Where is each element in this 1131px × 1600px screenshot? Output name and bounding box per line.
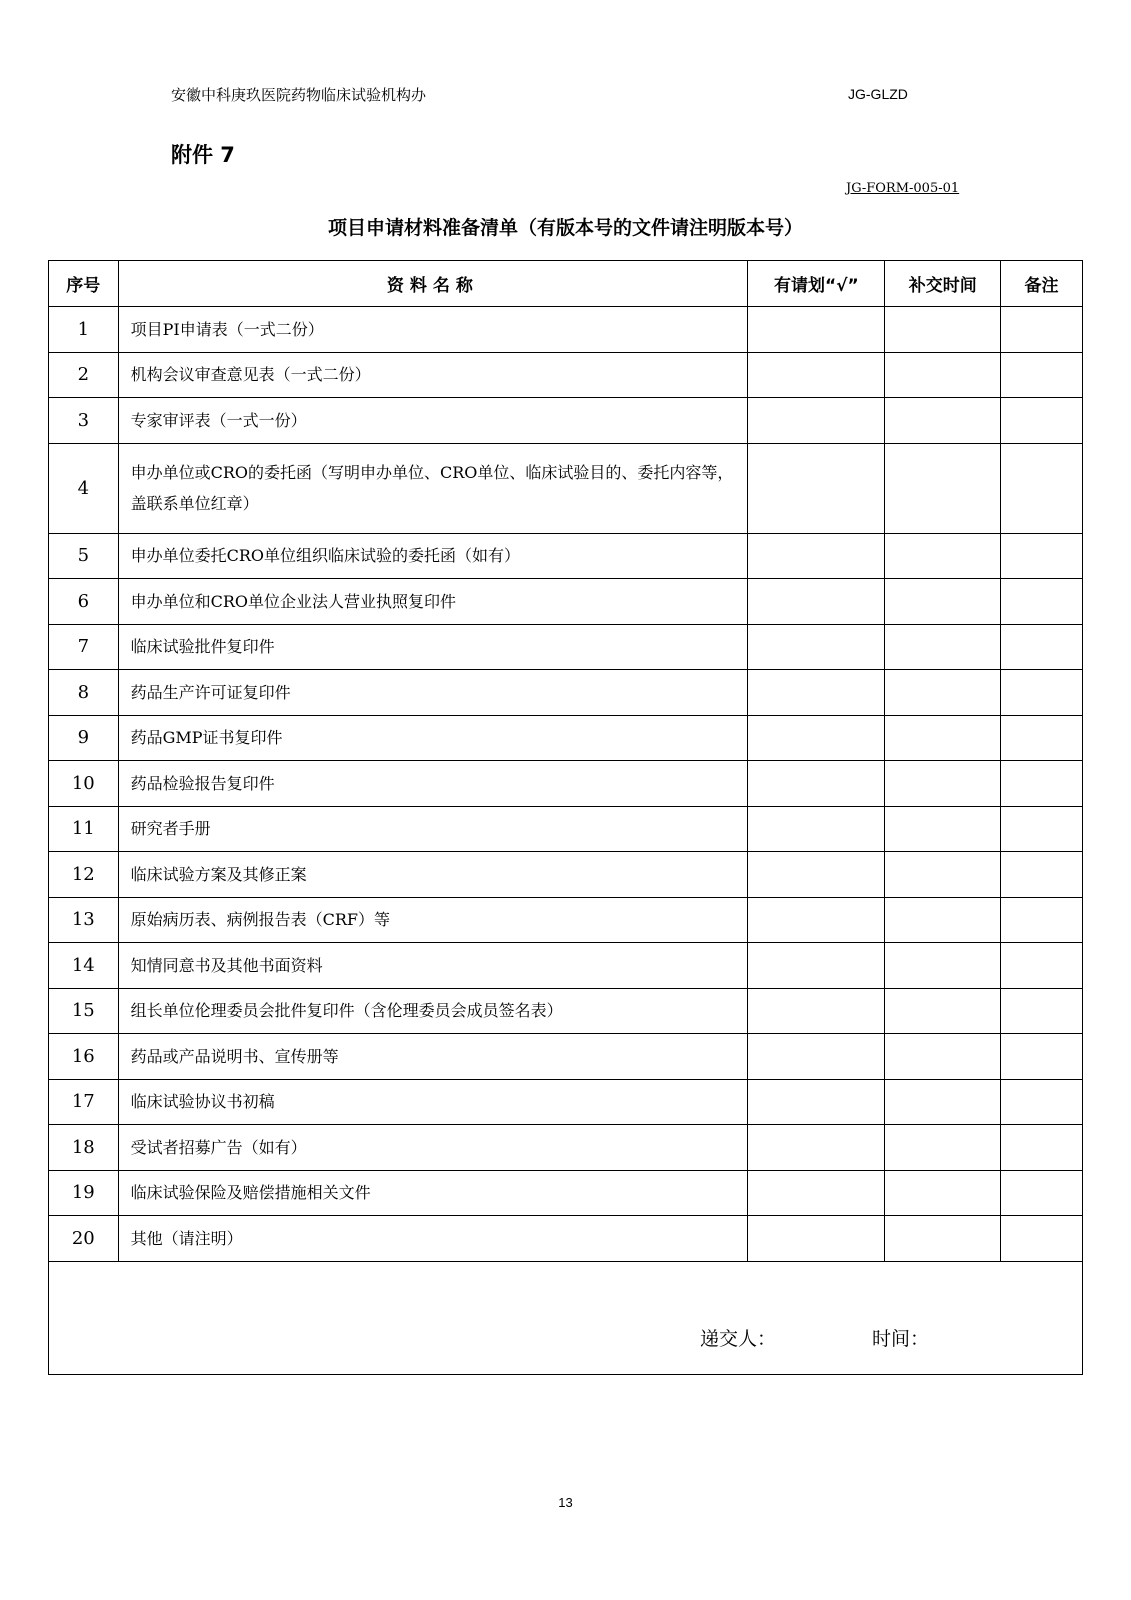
row-material-name: 药品生产许可证复印件	[118, 670, 748, 716]
row-seq: 20	[49, 1216, 119, 1262]
row-check-cell[interactable]	[748, 352, 885, 398]
table-row	[49, 670, 1083, 716]
row-check-cell[interactable]	[748, 852, 885, 898]
row-supplement-time-cell[interactable]	[885, 1125, 1001, 1171]
row-supplement-time-cell[interactable]	[885, 943, 1001, 989]
row-material-name: 机构会议审查意见表（一式二份）	[118, 352, 748, 398]
row-seq: 6	[49, 579, 119, 625]
page-title: 项目申请材料准备清单（有版本号的文件请注明版本号）	[327, 217, 803, 239]
row-seq: 1	[49, 307, 119, 353]
row-seq: 17	[49, 1079, 119, 1125]
row-material-name: 临床试验保险及赔偿措施相关文件	[118, 1170, 748, 1216]
row-check-cell[interactable]	[748, 1125, 885, 1171]
row-supplement-time-cell[interactable]	[885, 897, 1001, 943]
attachment-label: 附件 7	[171, 143, 235, 167]
form-code: JG-FORM-005-01	[846, 181, 960, 196]
table-row	[49, 761, 1083, 807]
row-remarks-cell[interactable]	[1001, 533, 1083, 579]
row-check-cell[interactable]	[748, 806, 885, 852]
header-check: 有请划“√”	[748, 261, 885, 307]
row-remarks-cell[interactable]	[1001, 1034, 1083, 1080]
table-row	[49, 443, 1083, 533]
row-seq: 13	[49, 897, 119, 943]
row-material-name: 药品GMP证书复印件	[118, 715, 748, 761]
row-check-cell[interactable]	[748, 670, 885, 716]
table-row	[49, 988, 1083, 1034]
row-seq: 3	[49, 398, 119, 444]
row-material-name: 药品或产品说明书、宣传册等	[118, 1034, 748, 1080]
row-remarks-cell[interactable]	[1001, 624, 1083, 670]
row-supplement-time-cell[interactable]	[885, 715, 1001, 761]
header-seq: 序号	[49, 261, 119, 307]
row-supplement-time-cell[interactable]	[885, 1170, 1001, 1216]
row-seq: 8	[49, 670, 119, 716]
row-supplement-time-cell[interactable]	[885, 1079, 1001, 1125]
row-material-name: 其他（请注明）	[118, 1216, 748, 1262]
row-supplement-time-cell[interactable]	[885, 761, 1001, 807]
row-material-name: 临床试验方案及其修正案	[118, 852, 748, 898]
row-check-cell[interactable]	[748, 1034, 885, 1080]
row-remarks-cell[interactable]	[1001, 1216, 1083, 1262]
row-check-cell[interactable]	[748, 624, 885, 670]
row-seq: 11	[49, 806, 119, 852]
row-seq: 12	[49, 852, 119, 898]
row-material-name: 申办单位委托CRO单位组织临床试验的委托函（如有）	[118, 533, 748, 579]
table-row	[49, 398, 1083, 444]
row-supplement-time-cell[interactable]	[885, 806, 1001, 852]
row-supplement-time-cell[interactable]	[885, 1216, 1001, 1262]
row-remarks-cell[interactable]	[1001, 443, 1083, 533]
table-row	[49, 715, 1083, 761]
row-check-cell[interactable]	[748, 398, 885, 444]
row-material-name: 受试者招募广告（如有）	[118, 1125, 748, 1171]
row-material-name: 原始病历表、病例报告表（CRF）等	[118, 897, 748, 943]
row-remarks-cell[interactable]	[1001, 307, 1083, 353]
row-material-name: 申办单位或CRO的委托函（写明申办单位、CRO单位、临床试验目的、委托内容等，盖联系单位红章）	[118, 443, 748, 533]
row-check-cell[interactable]	[748, 1079, 885, 1125]
signature-row	[49, 1261, 1083, 1374]
row-seq: 18	[49, 1125, 119, 1171]
row-seq: 10	[49, 761, 119, 807]
table-row	[49, 1034, 1083, 1080]
table-row	[49, 1079, 1083, 1125]
table-row	[49, 1125, 1083, 1171]
row-supplement-time-cell[interactable]	[885, 852, 1001, 898]
row-supplement-time-cell[interactable]	[885, 988, 1001, 1034]
row-material-name: 知情同意书及其他书面资料	[118, 943, 748, 989]
table-row	[49, 1170, 1083, 1216]
row-material-name: 申办单位和CRO单位企业法人营业执照复印件	[118, 579, 748, 625]
row-material-name: 临床试验批件复印件	[118, 624, 748, 670]
header-supplement-time: 补交时间	[885, 261, 1001, 307]
row-supplement-time-cell[interactable]	[885, 533, 1001, 579]
row-supplement-time-cell[interactable]	[885, 398, 1001, 444]
row-seq: 7	[49, 624, 119, 670]
table-row	[49, 852, 1083, 898]
row-remarks-cell[interactable]	[1001, 897, 1083, 943]
row-material-name: 专家审评表（一式一份）	[118, 398, 748, 444]
row-remarks-cell[interactable]	[1001, 352, 1083, 398]
header-name: 资料名称	[118, 261, 748, 307]
row-seq: 14	[49, 943, 119, 989]
table-row	[49, 352, 1083, 398]
materials-checklist-table	[48, 260, 1083, 1375]
table-row	[49, 307, 1083, 353]
time-label: 时间：	[872, 1327, 930, 1350]
row-remarks-cell[interactable]	[1001, 852, 1083, 898]
table-row	[49, 533, 1083, 579]
row-remarks-cell[interactable]	[1001, 715, 1083, 761]
row-remarks-cell[interactable]	[1001, 1125, 1083, 1171]
row-check-cell[interactable]	[748, 988, 885, 1034]
row-remarks-cell[interactable]	[1001, 1079, 1083, 1125]
row-check-cell[interactable]	[748, 533, 885, 579]
row-remarks-cell[interactable]	[1001, 579, 1083, 625]
row-seq: 16	[49, 1034, 119, 1080]
row-seq: 4	[49, 443, 119, 533]
doc-code: JG-GLZD	[848, 86, 908, 102]
table-row	[49, 897, 1083, 943]
table-header-row	[49, 261, 1083, 307]
row-check-cell[interactable]	[748, 443, 885, 533]
page-number: 13	[558, 1495, 573, 1510]
row-supplement-time-cell[interactable]	[885, 307, 1001, 353]
row-supplement-time-cell[interactable]	[885, 579, 1001, 625]
table-row	[49, 624, 1083, 670]
row-remarks-cell[interactable]	[1001, 761, 1083, 807]
row-check-cell[interactable]	[748, 897, 885, 943]
row-check-cell[interactable]	[748, 715, 885, 761]
row-remarks-cell[interactable]	[1001, 988, 1083, 1034]
row-supplement-time-cell[interactable]	[885, 624, 1001, 670]
row-remarks-cell[interactable]	[1001, 806, 1083, 852]
row-remarks-cell[interactable]	[1001, 670, 1083, 716]
signature-cell	[49, 1261, 1083, 1374]
row-seq: 15	[49, 988, 119, 1034]
row-check-cell[interactable]	[748, 761, 885, 807]
row-check-cell[interactable]	[748, 579, 885, 625]
row-check-cell[interactable]	[748, 307, 885, 353]
row-material-name: 药品检验报告复印件	[118, 761, 748, 807]
row-seq: 2	[49, 352, 119, 398]
row-remarks-cell[interactable]	[1001, 1170, 1083, 1216]
row-material-name: 研究者手册	[118, 806, 748, 852]
row-check-cell[interactable]	[748, 1170, 885, 1216]
table-row	[49, 579, 1083, 625]
institution-name: 安徽中科庚玖医院药物临床试验机构办	[171, 86, 427, 104]
row-supplement-time-cell[interactable]	[885, 443, 1001, 533]
row-material-name: 临床试验协议书初稿	[118, 1079, 748, 1125]
row-seq: 5	[49, 533, 119, 579]
row-remarks-cell[interactable]	[1001, 943, 1083, 989]
table-row	[49, 1216, 1083, 1262]
table-row	[49, 806, 1083, 852]
row-check-cell[interactable]	[748, 943, 885, 989]
table-row	[49, 943, 1083, 989]
row-supplement-time-cell[interactable]	[885, 352, 1001, 398]
row-material-name: 项目PI申请表（一式二份）	[118, 307, 748, 353]
row-remarks-cell[interactable]	[1001, 398, 1083, 444]
row-seq: 9	[49, 715, 119, 761]
row-supplement-time-cell[interactable]	[885, 670, 1001, 716]
row-check-cell[interactable]	[748, 1216, 885, 1262]
row-seq: 19	[49, 1170, 119, 1216]
submitter-label: 递交人：	[700, 1327, 777, 1350]
row-supplement-time-cell[interactable]	[885, 1034, 1001, 1080]
row-material-name: 组长单位伦理委员会批件复印件（含伦理委员会成员签名表）	[118, 988, 748, 1034]
header-remarks: 备注	[1001, 261, 1083, 307]
